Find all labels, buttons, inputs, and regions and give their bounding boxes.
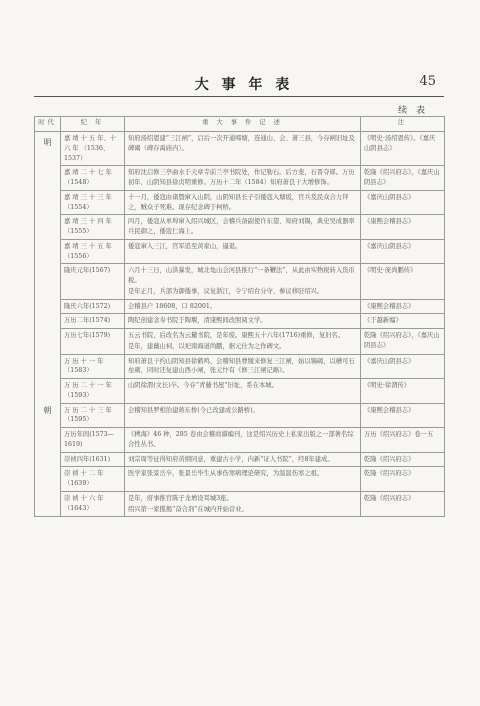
- source-cell: 《于越新编》: [361, 314, 445, 329]
- event-cell: [125, 299, 361, 314]
- era-label-bottom: 朝: [43, 406, 52, 416]
- event-cell: [125, 491, 361, 517]
- event-cell: [125, 215, 361, 240]
- table-header-row: [35, 117, 445, 132]
- event-paragraph: 知府汤绍恩建“三江闸”，启后一次开通啼塘，连通山、会、萧三县，今存闸旧址及碑碣（碑存禹庙内）。: [128, 135, 355, 152]
- event-cell: [125, 314, 361, 329]
- year-cell: 崇祯四年(1631): [61, 452, 125, 467]
- event-cell: [125, 403, 361, 428]
- year-cell: 嘉 靖 三 十 五 年 （1556）: [61, 239, 125, 264]
- year-cell: 嘉 靖 三 十 四 年 （1555）: [61, 215, 125, 240]
- chronology-table: [34, 116, 445, 517]
- year-cell: 崇 祯 十 二 年 （1639）: [61, 467, 125, 492]
- source-cell: 《康熙会稽县志》: [361, 403, 445, 428]
- event-paragraph: 是年，府事推官陈子龙增设耳城3座。: [128, 494, 233, 502]
- event-paragraph: 绍兴第一家揽揭“奋合剂”在城内开始营业。: [128, 505, 248, 513]
- event-cell: [125, 379, 361, 404]
- year-cell: 隆庆元年(1567): [61, 264, 125, 299]
- event-cell: [125, 354, 361, 379]
- source-cell: 《明史·庞尚鹏传》: [361, 264, 445, 299]
- event-paragraph: 倭寇窜入三江，官军追至黄家山，逼退。: [128, 242, 242, 250]
- year-cell: 万 历 二 十 三 年 （1595）: [61, 403, 125, 428]
- column-header-era: 时代: [35, 117, 61, 132]
- event-paragraph: 六月十三日，山洪暴发，城北龟山会河县推行“一条鞭法”，从此由实物税转入货币税。: [128, 267, 355, 284]
- year-cell: 万历七年(1579): [61, 329, 125, 355]
- event-paragraph: 五云书院，后改名为云麓书院，是年废。康熙五十六年(1716)重修，复旧名。: [128, 332, 345, 339]
- table-row: [35, 403, 445, 428]
- table-row: [35, 467, 445, 492]
- table-row: [35, 452, 445, 467]
- event-cell: [125, 452, 361, 467]
- source-cell: 万历《绍兴府志》卷一五: [361, 428, 445, 453]
- year-cell: 嘉 靖 三 十 三 年 （1554）: [61, 190, 125, 215]
- year-cell: 万历二年(1574): [61, 314, 125, 329]
- event-paragraph: 是年正月，兵部为御倭事，议复浙江，令宁绍台分守、参议移驻绍兴。: [128, 287, 324, 295]
- table-row: [35, 329, 445, 355]
- table-row: [35, 428, 445, 453]
- event-cell: [125, 239, 361, 264]
- year-cell: 万 历 二 十 一 年 （1593）: [61, 379, 125, 404]
- source-cell: 《明史·徐渭传》: [361, 379, 445, 404]
- page-title: 大 事 年 表: [194, 77, 294, 93]
- event-cell: [125, 428, 361, 453]
- event-cell: [125, 467, 361, 492]
- event-paragraph: 是年，建蕺山祠，以祀南海道尚鹏，据元仕为之作碑文。: [128, 342, 286, 350]
- source-cell: 乾隆《绍兴府志》，《嘉庆山阴县志》: [361, 329, 445, 355]
- era-cell: [35, 132, 61, 517]
- source-cell: 《康熙会稽县志》: [361, 215, 445, 240]
- event-cell: [125, 264, 361, 299]
- source-cell: 乾隆《绍兴府志》，《嘉庆山阴县志》: [361, 166, 445, 191]
- year-cell: 嘉 靖 二 十 七 年 （1548）: [61, 166, 125, 191]
- event-paragraph: 会稽县户 18608，口 82001。: [128, 302, 217, 310]
- event-paragraph: 十一月，倭寇由诸暨窜入山阴，山阴知县长子引倭寇入塘坂，官兵及民众合力拜之，贼众子死难。现存纪念碑于柯桥。: [128, 193, 349, 211]
- event-paragraph: 刘宗周等征得知府黄纲同意，重建古小学，内新“证人书院”，经8年建成。: [128, 455, 334, 463]
- table-body: [35, 132, 445, 517]
- column-header-year: 纪 年: [61, 117, 125, 132]
- year-cell: 嘉 靖 十 五 年、十 六 年 （1536、1537）: [61, 132, 125, 166]
- event-paragraph: 医学家张景岳卒，张景岳毕生从事伤寒病理论研究，为温温伤寒之祖。: [128, 470, 324, 478]
- table-row: [35, 166, 445, 191]
- table-row: [35, 379, 445, 404]
- source-cell: 《明史·汤绍恩传》。《嘉庆山阴县志》: [361, 132, 445, 166]
- source-cell: 《嘉庆山阴县志》: [361, 190, 445, 215]
- event-cell: [125, 132, 361, 166]
- source-cell: 乾隆《绍兴府志》: [361, 491, 445, 517]
- column-header-event: 重 大 事 件 记 述: [125, 117, 361, 132]
- table-row: [35, 190, 445, 215]
- table-row: [35, 264, 445, 299]
- header-rule: [34, 96, 444, 97]
- page-header: [44, 74, 444, 96]
- event-paragraph: 四月，倭寇从单埠窜入绍兴城区，会稽兵备副使许东望、知府刘锡，典史吴成器率兵民御之，倭寇仁海上。: [128, 218, 355, 235]
- table-row: [35, 314, 445, 329]
- event-cell: [125, 329, 361, 355]
- table-row: [35, 239, 445, 264]
- event-paragraph: 会稽知县罗相治建蒋东桥(今已改建成公路桥)。: [128, 406, 259, 414]
- source-cell: 《嘉庆山阴县志》: [361, 354, 445, 379]
- year-cell: 万 历 十 一 年 （1583）: [61, 354, 125, 379]
- source-cell: 《康熙会稽县志》: [361, 299, 445, 314]
- event-paragraph: 山阴徐渭(文长)卒。今存“青藤书屋”旧址，系在本城。: [128, 382, 278, 389]
- table-row: [35, 299, 445, 314]
- source-cell: 《嘉庆山阴县志》: [361, 239, 445, 264]
- year-cell: 隆庆六年(1572): [61, 299, 125, 314]
- page-number: 45: [419, 74, 436, 89]
- table-row: [35, 215, 445, 240]
- table-row: [35, 354, 445, 379]
- table-row: [35, 132, 445, 166]
- year-cell: 万历年间(1573—1619): [61, 428, 125, 453]
- event-paragraph: 陶纪创建念寿书院于陶堰，清康熙间改照阅文学。: [128, 317, 267, 325]
- event-cell: [125, 190, 361, 215]
- event-paragraph: 《稗海》46 种，285 卷由会稽商濬编刊，这是绍兴历史上私家出版之一部著名综合性丛书。: [128, 431, 354, 448]
- source-cell: 乾隆《绍兴府志》: [361, 467, 445, 492]
- event-paragraph: 知府沈启修三亭曲水于天章寺前兰亭书院处，作记勒石。后方斐，石晋夺犀。万历初年，山阴知县徐贞明重修。万历十二年（1584）知府萧良干大增修饰。: [128, 169, 355, 186]
- year-cell: 崇 祯 十 六 年 （1643）: [61, 491, 125, 517]
- table-row: [35, 491, 445, 517]
- source-cell: 乾隆《绍兴府志》: [361, 452, 445, 467]
- continued-label: 续 表: [398, 106, 428, 116]
- era-label-top: 明: [43, 138, 52, 147]
- event-paragraph: 知府萧良干约山阴知县徐鹤鸣、会稽知县曹缴来修复三江闸，始以锡碣，以槽可石垒砌，同时还复建山西小闸，张元忭有《修三江闸记略》。: [128, 357, 355, 375]
- column-header-source: 注: [361, 117, 445, 132]
- event-cell: [125, 166, 361, 191]
